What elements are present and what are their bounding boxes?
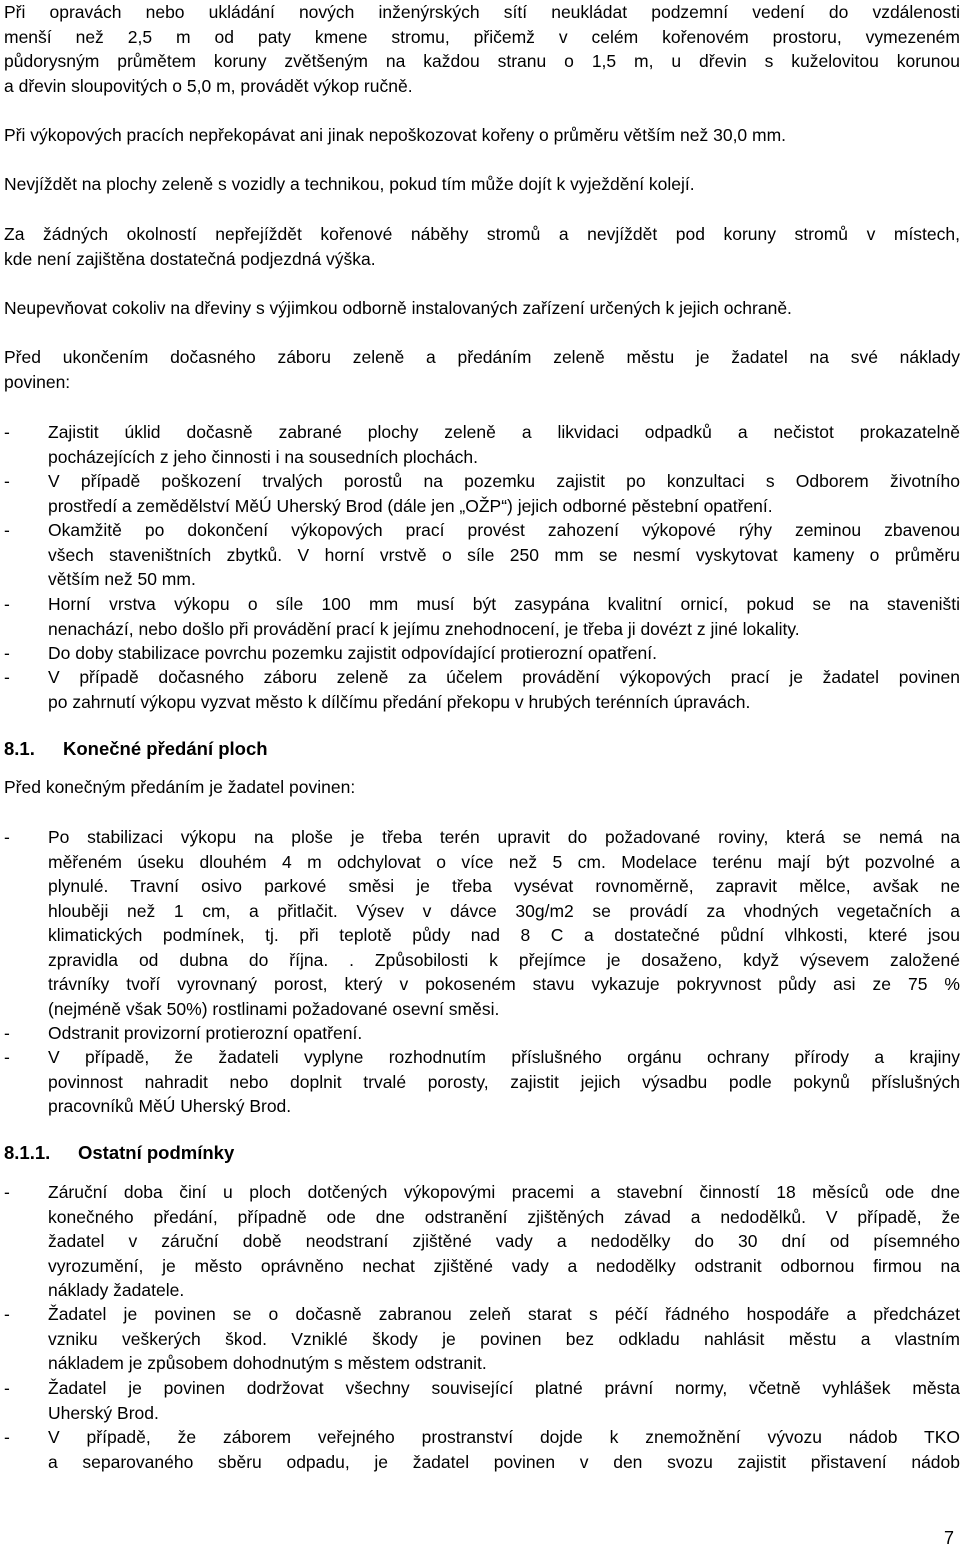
- section-title: Ostatní podmínky: [78, 1142, 235, 1163]
- text-line: Zajistit úklid dočasně zabrané plochy zeleně a likvidaci odpadků a nečistot prokazatelně: [48, 422, 960, 442]
- section-number: 8.1.1.: [4, 1142, 51, 1163]
- text-line: vyrozumění, je město oprávněno nechat zjištěné vady a nedodělky odstranit odbornou firmou na: [48, 1255, 960, 1276]
- text-line: Okamžitě po dokončení výkopových prací provést zahození výkopové rýhy zeminou zbavenou: [48, 520, 960, 540]
- text-line: Uherský Brod.: [48, 1402, 159, 1423]
- text-line: Záruční doba činí u ploch dotčených výkopovými pracemi a stavební činností 18 měsíců ode dne: [48, 1182, 960, 1202]
- text-line: a dřevin sloupovitých o 5,0 m, provádět výkop ručně.: [4, 75, 413, 96]
- text-line: Při opravách nebo ukládání nových inženýrských sítí neukládat podzemní vedení do vzdálenosti: [4, 2, 960, 22]
- text-line: V případě, že žadateli vyplyne rozhodnutím příslušného orgánu ochrany přírody a krajiny: [48, 1047, 960, 1067]
- list-dash: -: [4, 1427, 10, 1447]
- paragraph-vehicles: Nevjíždět na plochy zeleně s vozidly a technikou, pokud tím může dojít k vyježdění kolejí.: [4, 174, 695, 194]
- text-line: hlouběji než 1 cm, a přitlačit. Výsev v dávce 30g/m2 se provádí za vhodných vegetačních a: [48, 900, 960, 921]
- text-line: konečného předání, případně ode dne odstranění zjištěných závad a nedodělků. V případě, že: [48, 1206, 960, 1227]
- section-title: Konečné předání ploch: [63, 738, 268, 759]
- text-line: nenachází, nebo došlo při provádění prací k jejímu znehodnocení, je třeba ji dovézt z jiné lokality.: [48, 618, 800, 639]
- section-number: 8.1.: [4, 738, 35, 759]
- paragraph-root-flares: [4, 222, 960, 271]
- paragraph-final-handover-intro: Před konečným předáním je žadatel povinen:: [4, 777, 356, 797]
- list-dash: -: [4, 1378, 10, 1398]
- list-dash: -: [4, 520, 10, 540]
- text-line: menší než 2,5 m od paty kmene stromu, přičemž v celém kořenovém prostoru, vymezeném: [4, 26, 960, 47]
- text-line: Žadatel je povinen se o dočasně zabranou zeleň starat s péčí řádného hospodáře a předcházet: [48, 1304, 960, 1324]
- text-line: V případě dočasného záboru zeleně za účelem provádění výkopových prací je žadatel povinen: [48, 667, 960, 687]
- text-line: všech staveništních zbytků. V horní vrstvě o síle 250 mm se nesmí vyskytovat kameny o průměru: [48, 544, 960, 565]
- text-line: měřeném úseku dlouhém 4 m odchylovat o více než 5 cm. Modelace terénu mají být pozvolné a: [48, 851, 960, 872]
- list-dash: -: [4, 422, 10, 442]
- paragraph-no-attachments: Neupevňovat cokoliv na dřeviny s výjimkou odborně instalovaných zařízení určených k jejich ochraně.: [4, 298, 792, 318]
- text-line: Za žádných okolností nepřejíždět kořenové náběhy stromů a nevjíždět pod koruny stromů v místech,: [4, 224, 960, 244]
- text-line: zpravidla od dubna do října. . Způsobilosti k přejímce je dosaženo, když výsevem založené: [48, 949, 960, 970]
- text-line: plynulé. Travní osivo parkové směsi je třeba vysévat rovnoměrně, zapravit mělce, avšak ne: [48, 876, 960, 896]
- text-line: kde není zajištěna dostatečná podjezdná výška.: [4, 248, 376, 269]
- text-line: povinnost nahradit nebo doplnit trvalé porosty, zajistit jejich výsadbu podle pokynů příslušných: [48, 1071, 960, 1092]
- text-line: (nejméně však 50%) rostlinami požadované osevní směsi.: [48, 998, 500, 1019]
- section-heading-8-1-1: [4, 1141, 234, 1165]
- paragraph-roots: Při výkopových pracích nepřekopávat ani jinak nepoškozovat kořeny o průměru větším než 30,0 mm.: [4, 125, 787, 145]
- list-dash: -: [4, 643, 10, 663]
- list-dash: -: [4, 1023, 10, 1043]
- text-line: po zahrnutí výkopu vyzvat město k dílčímu předání překopu v hrubých terénních úpravách.: [48, 691, 751, 712]
- list-dash: -: [4, 1047, 10, 1067]
- text-line: žadatel v záruční době neodstraní zjištěné vady a nedodělky do 30 dní od písemného: [48, 1231, 960, 1251]
- text-line: Horní vrstva výkopu o síle 100 mm musí být zasypána kvalitní ornicí, pokud se na staveništi: [48, 594, 960, 614]
- paragraph-before-end: [4, 345, 960, 394]
- text-line: V případě, že záborem veřejného prostranství dojde k znemožnění vývozu nádob TKO: [48, 1427, 960, 1447]
- list-dash: -: [4, 1182, 10, 1202]
- text-line: Žadatel je povinen dodržovat všechny související platné právní normy, včetně vyhlášek města: [48, 1378, 960, 1398]
- text-line: půdorysným průmětem koruny zvětšeným na každou stranu o 1,5 m, u dřevin s kuželovitou korunou: [4, 51, 960, 71]
- text-line: V případě poškození trvalých porostů na pozemku zajistit po konzultaci s Odborem životního: [48, 471, 960, 491]
- text-line: pocházejících z jeho činnosti i na sousedních plochách.: [48, 446, 478, 467]
- list-dash: -: [4, 594, 10, 614]
- text-line: trávníky tvoří vyrovnaný porost, který v pokoseném stavu vykazuje pokryvnost půdy asi ze 75 %: [48, 974, 960, 994]
- text-line: pracovníků MěÚ Uherský Brod.: [48, 1096, 292, 1116]
- paragraph-utility-lines: [4, 0, 960, 98]
- text-line: nákladem je způsobem dohodnutým s městem odstranit.: [48, 1353, 487, 1373]
- text-line: klimatických podmínek, tj. při teplotě půdy nad 8 C a dostatečné půdní vlhkosti, které jsou: [48, 925, 960, 945]
- text-line: náklady žadatele.: [48, 1280, 185, 1300]
- text-line: Před ukončením dočasného záboru zeleně a předáním zeleně městu je žadatel na své náklady: [4, 347, 960, 367]
- text-line: povinen:: [4, 371, 71, 392]
- text-line: Po stabilizaci výkopu na ploše je třeba terén upravit do požadované roviny, která se nemá na: [48, 827, 960, 847]
- text-line: a separovaného sběru odpadu, je žadatel povinen v den svozu zajistit přistavení nádob: [48, 1451, 960, 1472]
- text-line: Odstranit provizorní protierozní opatření.: [48, 1023, 363, 1043]
- text-line: větším než 50 mm.: [48, 569, 196, 589]
- list-dash: -: [4, 1304, 10, 1324]
- list-dash: -: [4, 667, 10, 687]
- text-line: prostředí a zemědělství MěÚ Uherský Brod (dále jen „OŽP“) jejich odborné pěstební opatření.: [48, 495, 773, 516]
- text-line: vzniku veškerých škod. Vzniklé škody je povinen bez odkladu nahlásit městu a vlastním: [48, 1328, 960, 1349]
- text-line: Do doby stabilizace povrchu pozemku zajistit odpovídající protierozní opatření.: [48, 643, 657, 663]
- section-heading-8-1: [4, 737, 268, 761]
- list-dash: -: [4, 827, 10, 847]
- page-number: 7: [943, 1528, 954, 1548]
- list-dash: -: [4, 471, 10, 491]
